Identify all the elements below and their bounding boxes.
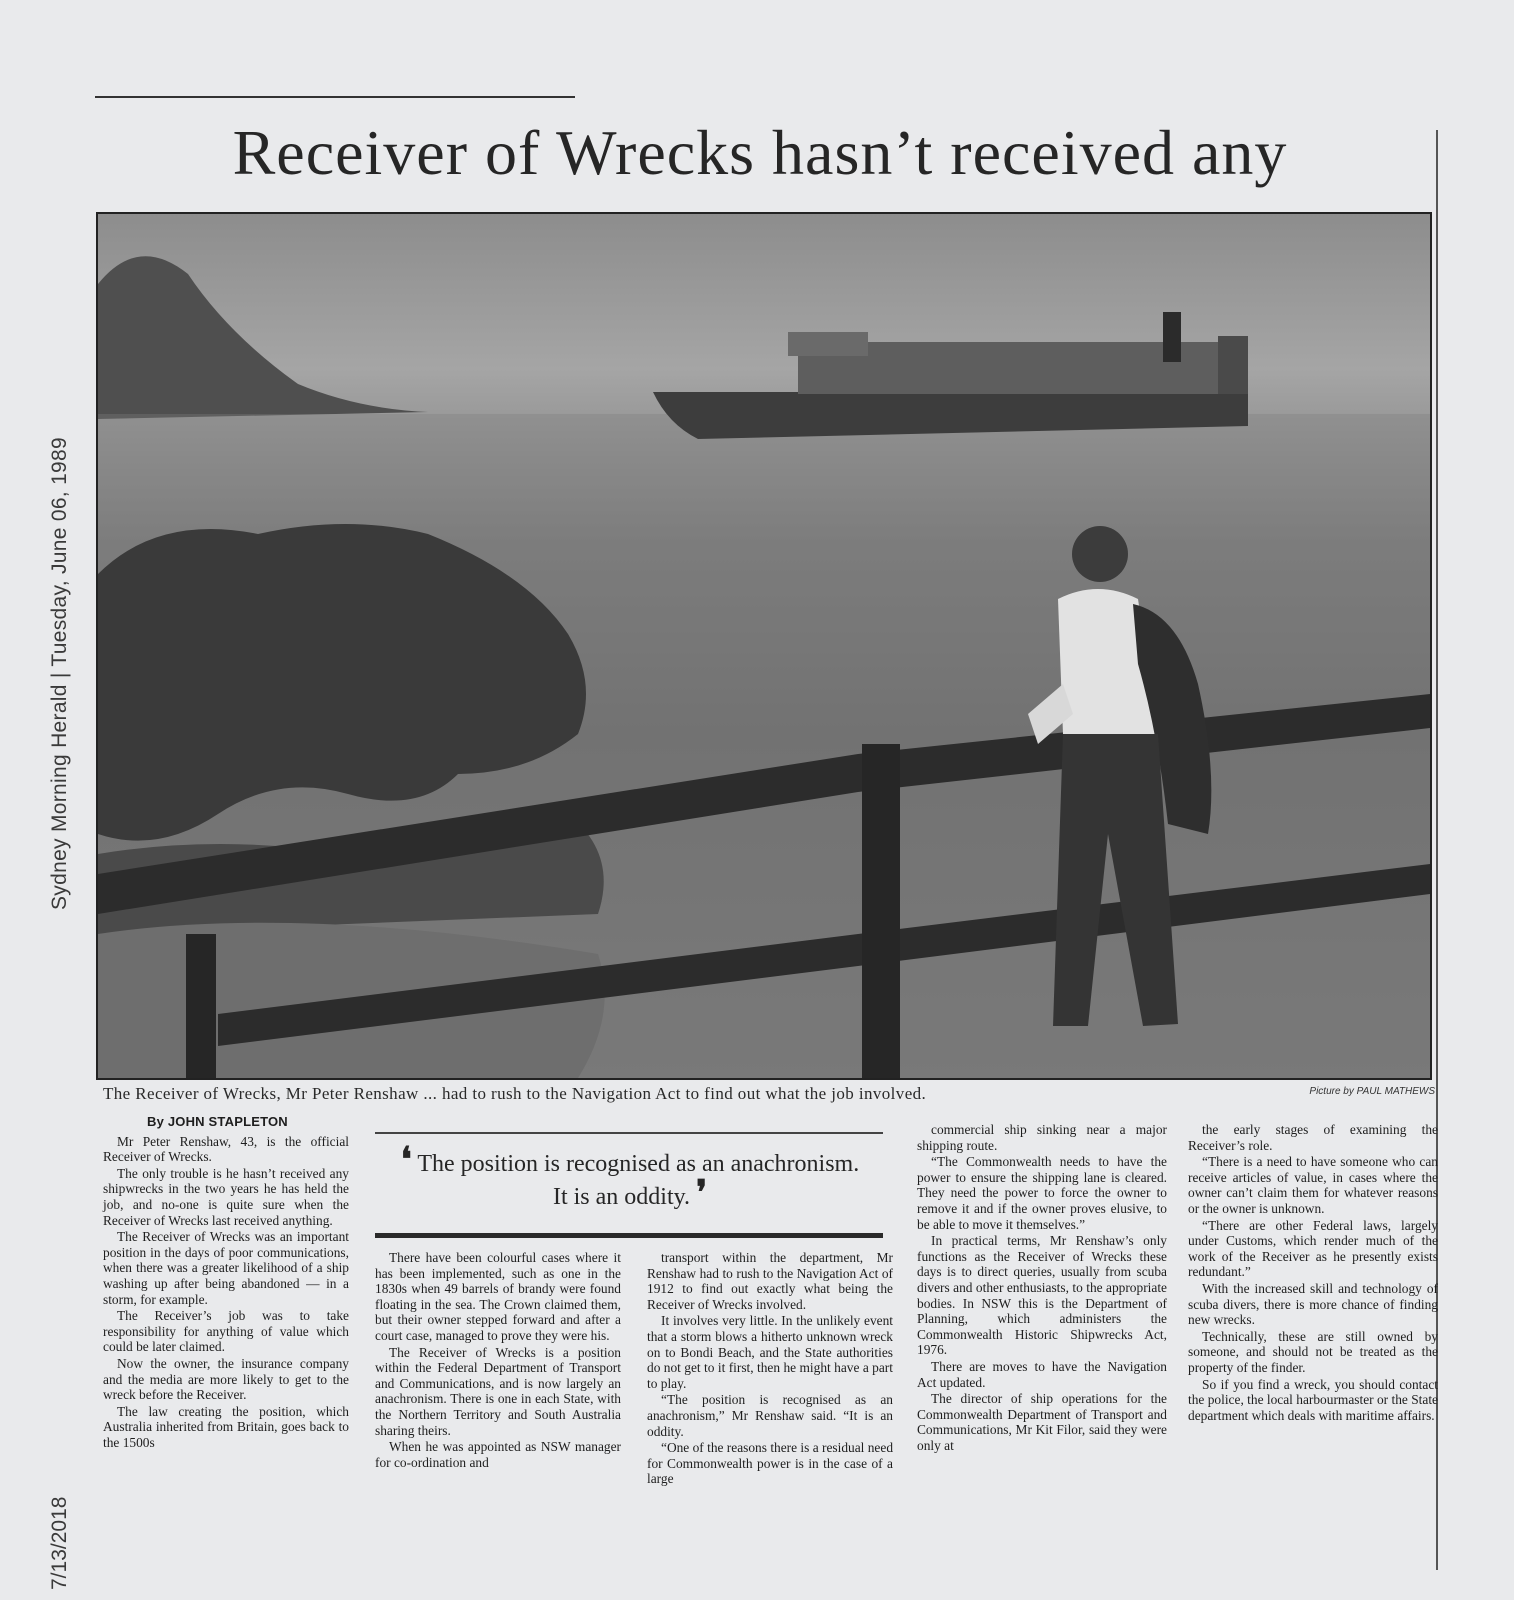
- paragraph: The Receiver’s job was to take responsibility for anything of value which could be later claimed.: [103, 1308, 349, 1355]
- paragraph: There are moves to have the Navigation Act updated.: [917, 1358, 1167, 1390]
- article-column-1: [103, 1114, 349, 1451]
- pullquote-bottom-rule: [375, 1233, 883, 1238]
- photo-illustration: [98, 214, 1430, 1078]
- article-photo: [96, 212, 1432, 1080]
- paragraph: Technically, these are still owned by someone, and should not be treated as the property of the finder.: [1188, 1328, 1438, 1375]
- photo-credit: Picture by PAUL MATHEWS: [1309, 1086, 1435, 1097]
- paragraph: “The Commonwealth needs to have the power to ensure the shipping lane is cleared. They need the power to force the owner to remove it and if the owner proves elusive, to be able to move it themselves.”: [917, 1154, 1167, 1232]
- pullquote: [395, 1142, 865, 1212]
- paragraph: “There are other Federal laws, largely under Customs, which render much of the work of the Receiver as he presently exists redundant.”: [1188, 1217, 1438, 1280]
- paragraph: transport within the department, Mr Renshaw had to rush to the Navigation Act of 1912 to find out exactly what being the Receiver of Wrecks involved.: [647, 1250, 893, 1312]
- paragraph: The Receiver of Wrecks was an important position in the days of poor communications, when there was a greater likelihood of a ship washing up after being abandoned — in a storm, for example.: [103, 1229, 349, 1307]
- article-column-2: [375, 1250, 621, 1471]
- byline: By JOHN STAPLETON: [147, 1114, 288, 1129]
- paragraph: Mr Peter Renshaw, 43, is the official Receiver of Wrecks.: [103, 1133, 349, 1165]
- paragraph: “One of the reasons there is a residual need for Commonwealth power is in the case of a large: [647, 1440, 894, 1487]
- paragraph: “The position is recognised as an anachronism,” Mr Renshaw said. “It is an oddity.: [647, 1392, 893, 1439]
- headline: Receiver of Wrecks hasn’t received any: [232, 117, 1288, 188]
- paragraph: Now the owner, the insurance company and the media are more likely to get to the wreck before the Receiver.: [103, 1355, 349, 1403]
- paragraph: In practical terms, Mr Renshaw’s only functions as the Receiver of Wrecks these days is to direct queries, usually from scuba divers and other enthusiasts, to the appropriate bodies. In NSW this is the Department of Planning, which administers the Commonwealth Historic Shipwrecks Act, 1976.: [917, 1233, 1167, 1358]
- paragraph: The law creating the position, which Australia inherited from Britain, goes back to the 1500s: [103, 1403, 349, 1450]
- article-column-5: [1188, 1122, 1438, 1424]
- paragraph: There have been colourful cases where it has been implemented, such as one in the 1830s when 49 barrels of brandy were found floating in the sea. The Crown claimed them, but their owner stepped forward and after a court case, managed to prove they were his.: [375, 1250, 621, 1343]
- photo-caption: The Receiver of Wrecks, Mr Peter Renshaw ... had to rush to the Navigation Act to find out what the job involved.: [103, 1084, 927, 1103]
- close-quote-icon: ❜: [696, 1175, 708, 1212]
- source-label: Sydney Morning Herald | Tuesday, June 06, 1989: [48, 437, 71, 910]
- paragraph: The only trouble is he hasn’t received any shipwrecks in the two years he has held the job, and no-one is quite sure when the Receiver of Wrecks last received anything.: [103, 1165, 349, 1228]
- pullquote-top-rule: [375, 1132, 883, 1134]
- paragraph: When he was appointed as NSW manager for co-ordination and: [375, 1439, 621, 1470]
- clip-date-label: 7/13/2018: [48, 1496, 71, 1590]
- paragraph: It involves very little. In the unlikely event that a storm blows a hitherto unknown wreck on to Bondi Beach, and the State authorities do not get to it first, then he might have a part to play.: [647, 1313, 893, 1391]
- article-column-3: [647, 1250, 893, 1488]
- paragraph: The director of ship operations for the Commonwealth Department of Transport and Communications, Mr Kit Filor, said they were only at: [917, 1391, 1167, 1453]
- paragraph: With the increased skill and technology of scuba divers, there is more chance of finding new wrecks.: [1188, 1280, 1438, 1328]
- pullquote-text: The position is recognised as an anachronism. It is an oddity.: [417, 1151, 860, 1210]
- paragraph: So if you find a wreck, you should contact the police, the local harbourmaster or the State department which deals with maritime affairs.: [1188, 1376, 1438, 1423]
- paragraph: the early stages of examining the Receiver’s role.: [1188, 1122, 1438, 1153]
- paragraph: “There is a need to have someone who can receive articles of value, in cases where the owner can’t claim them for whatever reasons or the owner is unknown.: [1188, 1154, 1438, 1216]
- open-quote-icon: ❛: [400, 1142, 412, 1179]
- paragraph: The Receiver of Wrecks is a position within the Federal Department of Transport and Communications, and is now largely an anachronism. There is one in each State, with the Northern Territory and South Australia sharing theirs.: [375, 1344, 621, 1438]
- paragraph: commercial ship sinking near a major shipping route.: [917, 1122, 1167, 1153]
- article-column-4: [917, 1122, 1167, 1454]
- top-rule: [95, 96, 575, 98]
